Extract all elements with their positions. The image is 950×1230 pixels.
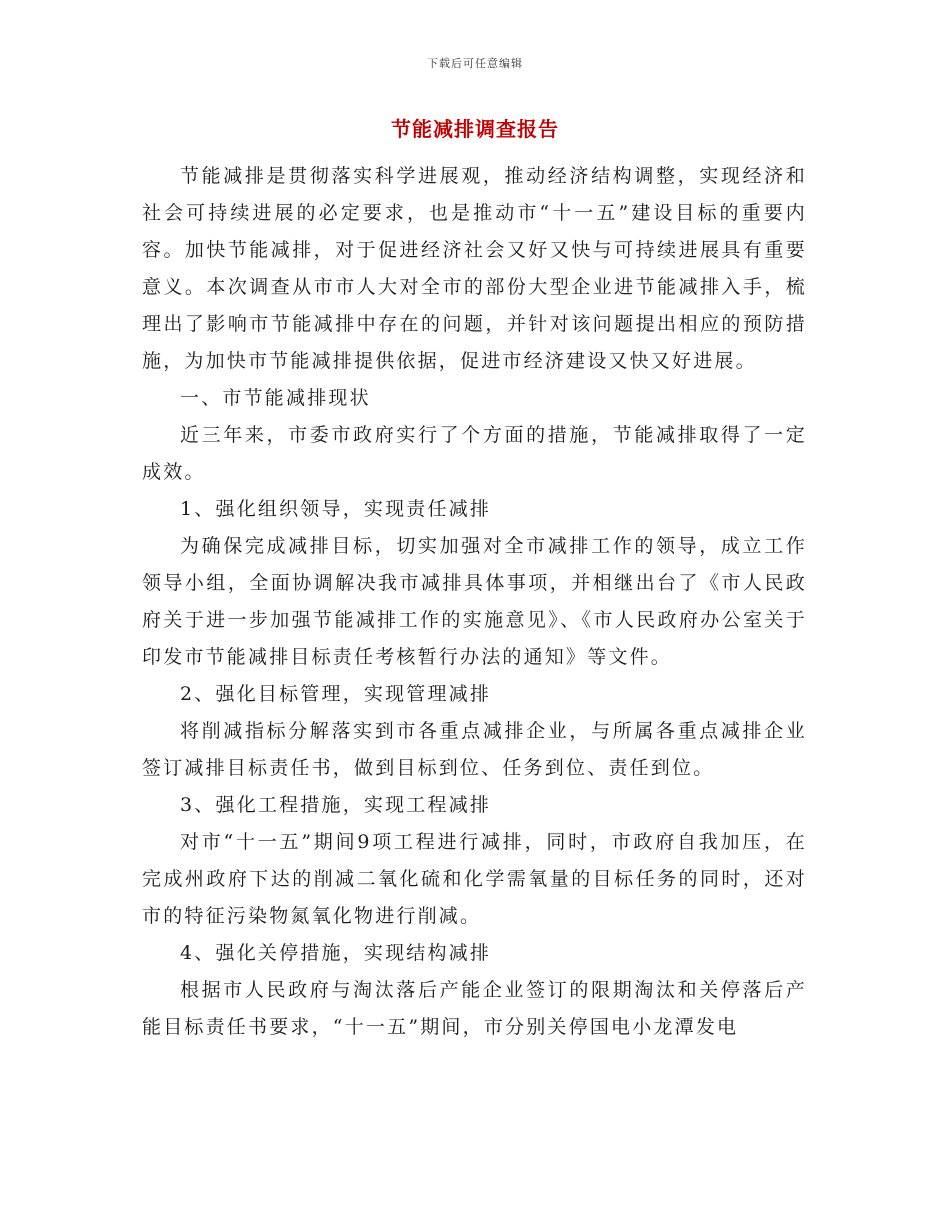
subheading-organization: 1、强化组织领导，实现责任减排	[180, 498, 492, 520]
document-body	[142, 158, 807, 1046]
paragraph-intro: 节能减排是贯彻落实科学进展观，推动经济结构调整，实现经济和社会可持续进展的必定要求，也是推动市“十一五”建设目标的重要内容。加快节能减排，对于促进经济社会又好又快与可持续进展具有重要意义。本次调查从市市人大对全市的部份大型企业进节能减排入手，梳理出了影响市节能减排中存在的问题，并针对该问题提出相应的预防措施，为加快市节能减排提供依据，促进市经济建设又快又好进展。	[142, 165, 807, 372]
header-note: 下载后可任意编辑	[427, 57, 523, 70]
subheading-engineering: 3、强化工程措施，实现工程减排	[180, 794, 492, 816]
subheading-closure: 4、强化关停措施，实现结构减排	[180, 942, 492, 964]
section-heading-status: 一、市节能减排现状	[180, 387, 371, 409]
paragraph-closure: 根据市人民政府与淘汰落后产能企业签订的限期淘汰和关停落后产能目标责任书要求，“十一五”期间，市分别关停国电小龙潭发电	[142, 979, 807, 1038]
paragraph-organization: 为确保完成减排目标，切实加强对全市减排工作的领导，成立工作领导小组，全面协调解决我市减排具体事项，并相继出台了《市人民政府关于进一步加强节能减排工作的实施意见》、《市人民政府办公室关于印发市节能减排目标责任考核暂行办法的通知》等文件。	[142, 535, 807, 668]
subheading-target-management: 2、强化目标管理，实现管理减排	[180, 683, 492, 705]
paragraph-engineering: 对市“十一五”期间9项工程进行减排，同时，市政府自我加压，在完成州政府下达的削减二氧化硫和化学需氧量的目标任务的同时，还对市的特征污染物氮氧化物进行削减。	[142, 831, 807, 927]
paragraph-target-management: 将削减指标分解落实到市各重点减排企业，与所属各重点减排企业签订减排目标责任书，做到目标到位、任务到位、责任到位。	[142, 720, 807, 779]
document-title: 节能减排调查报告	[391, 117, 559, 141]
paragraph-status: 近三年来，市委市政府实行了个方面的措施，节能减排取得了一定成效。	[142, 424, 807, 483]
